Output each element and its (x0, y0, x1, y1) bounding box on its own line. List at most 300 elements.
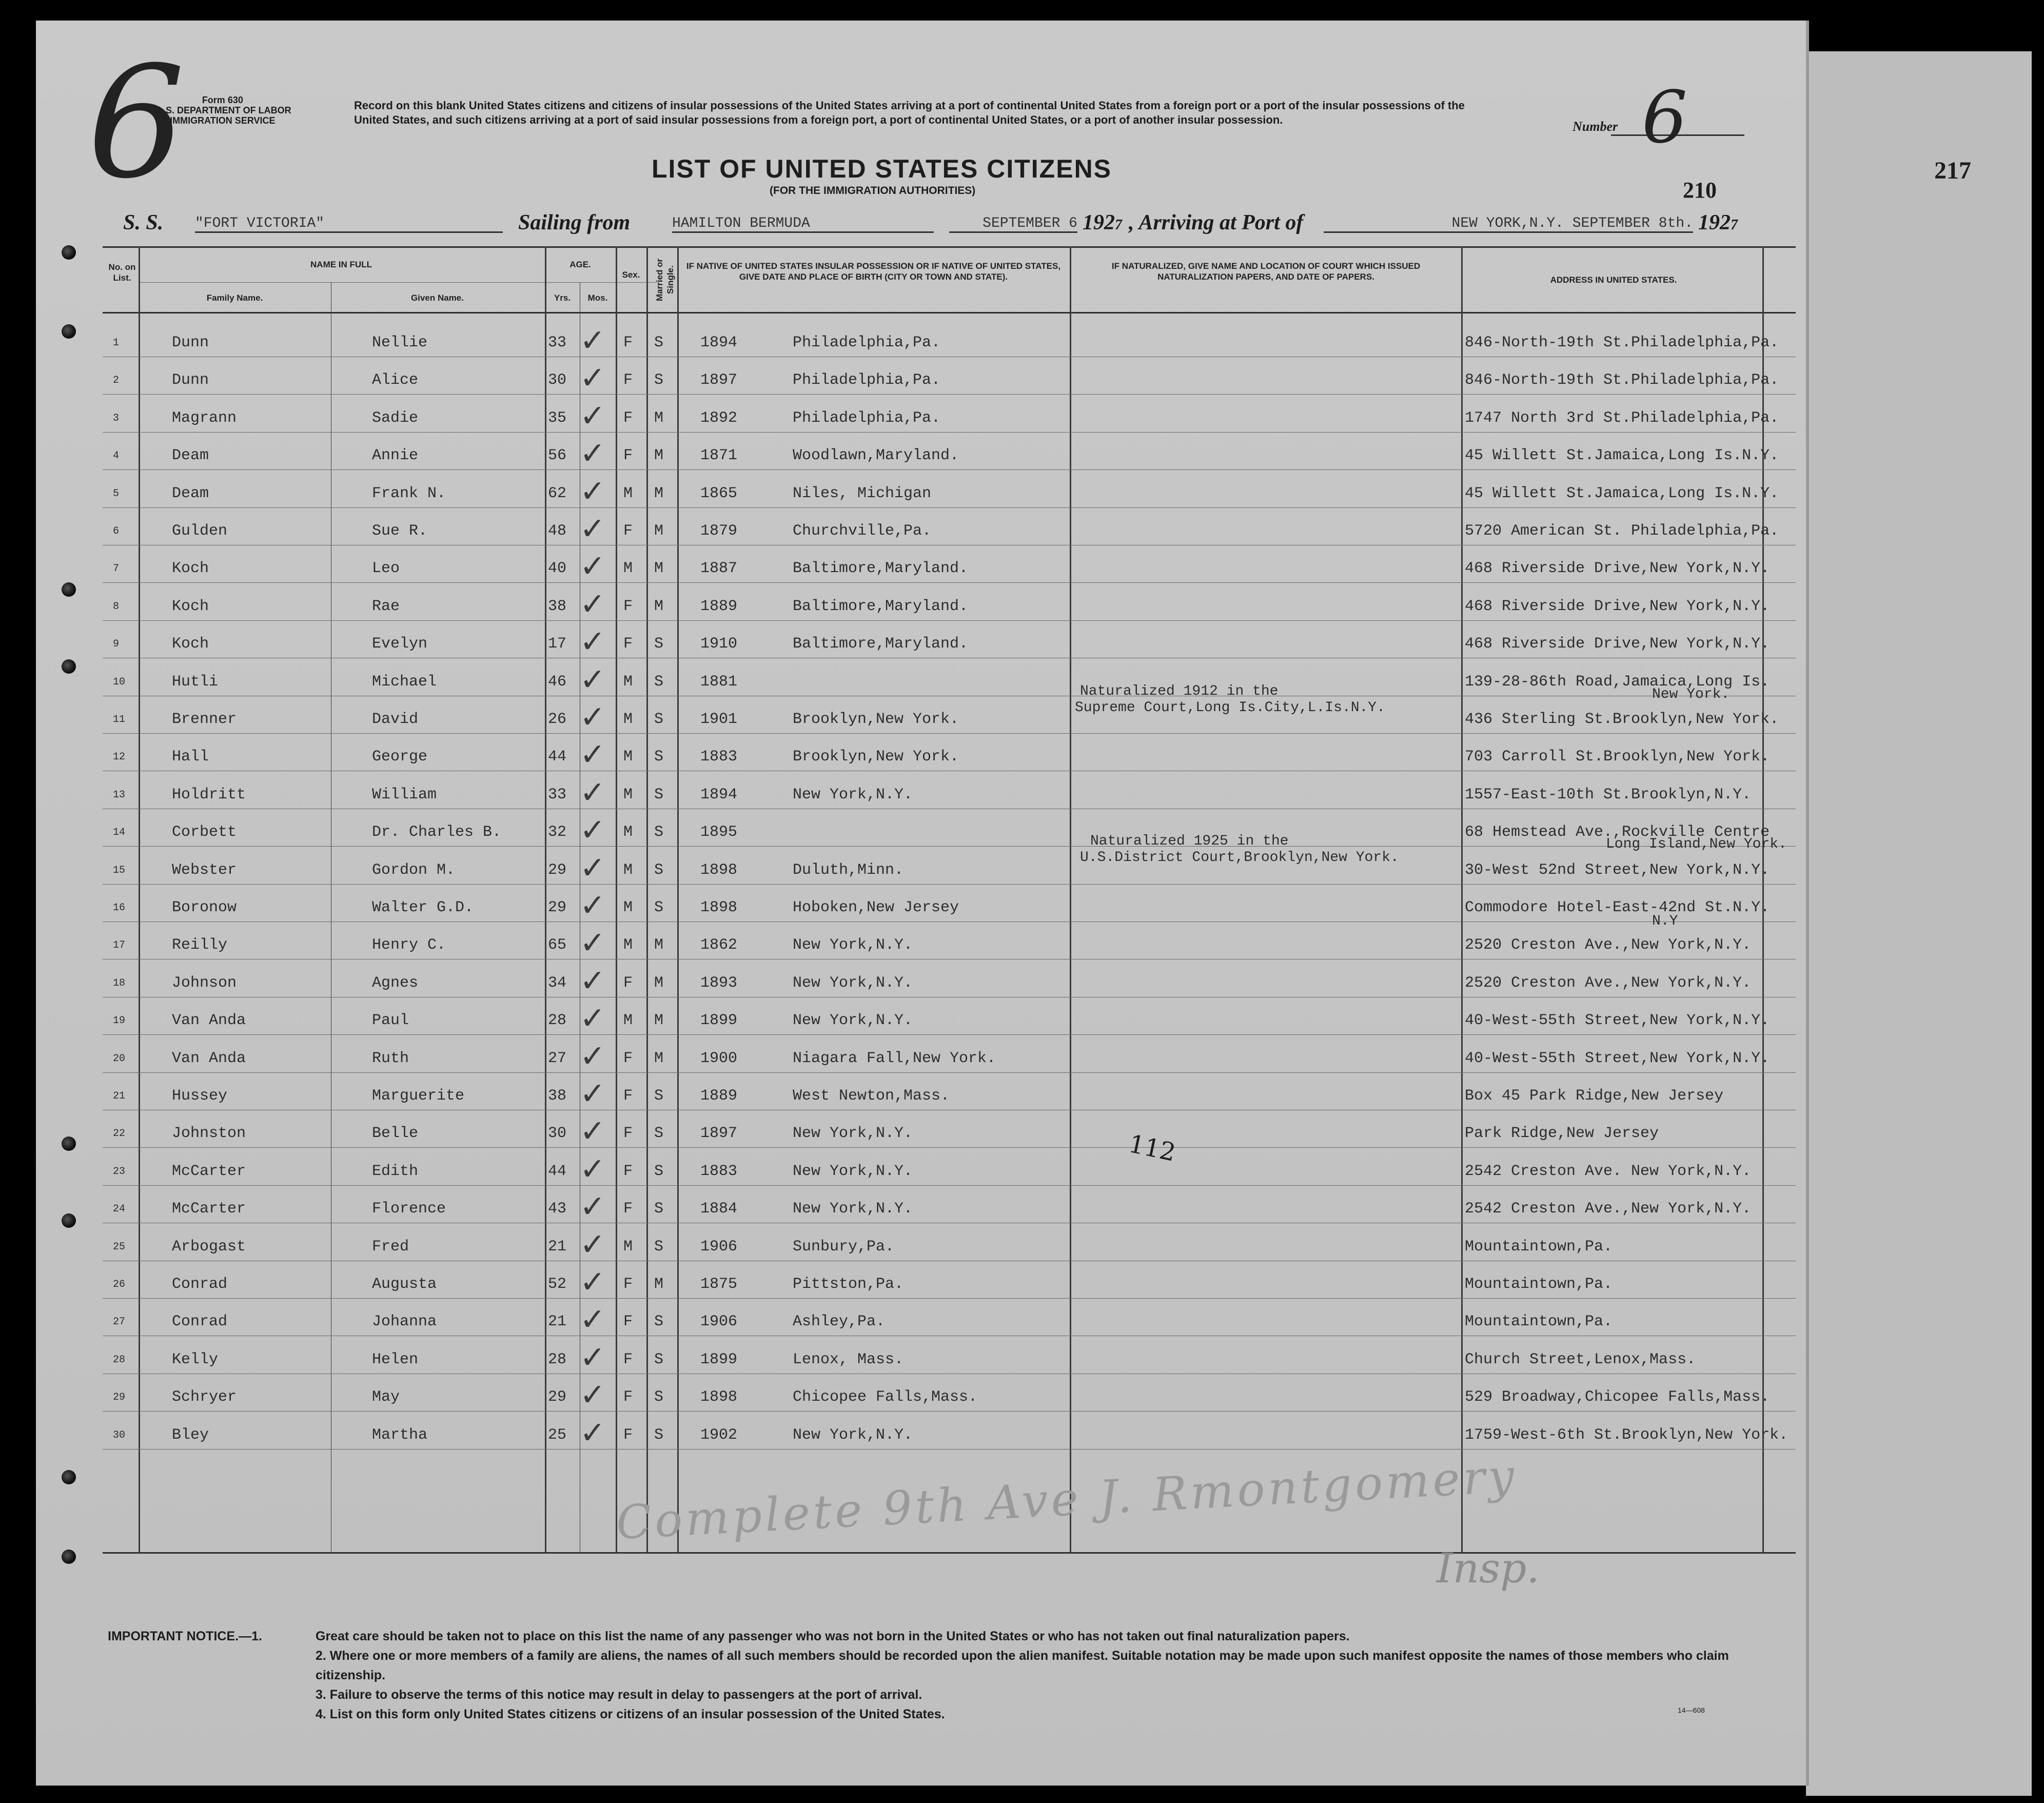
family-name: Reilly (172, 936, 228, 954)
check-mark-icon: ✓ (580, 323, 606, 359)
family-name: Dunn (172, 334, 209, 351)
row-number: 12 (113, 751, 126, 763)
check-mark-icon: ✓ (580, 398, 606, 434)
port-to: NEW YORK,N.Y. SEPTEMBER 8th. (1324, 215, 1693, 233)
handwritten-sheet-number: 6 (87, 33, 185, 212)
sex: F (623, 1200, 633, 1218)
age-years: 40 (548, 560, 567, 578)
given-name: Walter G.D. (372, 899, 474, 916)
given-name: Agnes (372, 974, 419, 992)
table-row (103, 1036, 1796, 1074)
address: 2520 Creston Ave.,New York,N.Y. (1465, 974, 1752, 992)
sex: F (623, 1276, 633, 1293)
row-number: 7 (113, 563, 120, 575)
table-row (103, 546, 1796, 584)
address: Park Ridge,New Jersey (1465, 1125, 1659, 1143)
birth-place: Sunbury,Pa. (793, 1238, 895, 1256)
birth-year: 1883 (700, 748, 738, 766)
sex: F (623, 1049, 633, 1067)
given-name: Gordon M. (372, 861, 456, 879)
given-name: Paul (372, 1012, 409, 1030)
row-number: 29 (113, 1392, 126, 1404)
row-number: 28 (113, 1354, 126, 1366)
check-mark-icon: ✓ (580, 1339, 606, 1376)
passenger-table (103, 246, 1796, 1552)
notice-item-3: 3. Failure to observe the terms of this notice may result in delay to passengers at the port of arrival. (316, 1688, 922, 1702)
birth-place: Woodlawn,Maryland. (793, 447, 959, 465)
address: Mountaintown,Pa. (1465, 1276, 1613, 1293)
table-row (103, 848, 1796, 886)
marital-status: S (654, 824, 664, 841)
row-rule (103, 394, 1796, 395)
header-age: AGE. (569, 260, 591, 269)
birth-year: 1897 (700, 371, 738, 389)
address: 1557-East-10th St.Brooklyn,N.Y. (1465, 786, 1752, 803)
address-extra-row10: New York. (1652, 687, 1730, 702)
sex: M (623, 484, 633, 502)
form-code: 14—608 (1678, 1706, 1705, 1714)
birth-place: Niagara Fall,New York. (793, 1049, 996, 1067)
row-number: 22 (113, 1128, 126, 1140)
birth-place: Baltimore,Maryland. (793, 560, 969, 578)
sex: F (623, 1162, 633, 1180)
age-years: 52 (548, 1276, 567, 1293)
address: 139-28-86th Road,Jamaica,Long Is. (1465, 673, 1770, 691)
table-row (103, 773, 1796, 811)
birth-place: New York,N.Y. (793, 1162, 913, 1180)
family-name: Bley (172, 1426, 209, 1444)
given-name: Belle (372, 1125, 419, 1143)
birth-year: 1893 (700, 974, 738, 992)
punch-hole (62, 245, 76, 260)
ss-label: S. S. (123, 211, 164, 234)
address: 1759-West-6th St.Brooklyn,New York. (1465, 1426, 1789, 1444)
arr-year-suffix: 7 (1731, 217, 1738, 233)
arriving-label: , Arriving at Port of (1129, 211, 1304, 234)
family-name: Holdritt (172, 786, 246, 803)
age-years: 38 (548, 1087, 567, 1105)
marital-status: S (654, 899, 664, 916)
marital-status: M (654, 936, 664, 954)
birth-place: Ashley,Pa. (793, 1313, 886, 1331)
age-years: 29 (548, 861, 567, 879)
family-name: Brenner (172, 711, 237, 728)
birth-place: Churchville,Pa. (793, 522, 932, 540)
row-rule (103, 1072, 1796, 1073)
marital-status: S (654, 1238, 664, 1256)
marital-status: S (654, 1313, 664, 1331)
sex: M (623, 786, 633, 803)
age-years: 43 (548, 1200, 567, 1218)
row-number: 20 (113, 1052, 126, 1065)
birth-place: Brooklyn,New York. (793, 711, 959, 728)
birth-year: 1894 (700, 334, 738, 351)
birth-year: 1884 (700, 1200, 738, 1218)
check-mark-icon: ✓ (580, 511, 606, 547)
birth-year: 1902 (700, 1426, 738, 1444)
family-name: Hutli (172, 673, 219, 691)
check-mark-icon: ✓ (580, 774, 606, 811)
table-row (103, 472, 1796, 509)
family-name: McCarter (172, 1200, 246, 1218)
row-rule (103, 620, 1796, 621)
sailing-label: Sailing from (518, 211, 631, 234)
marital-status: S (654, 1087, 664, 1105)
stamped-number: 112 (1126, 1129, 1178, 1167)
birth-year: 1881 (700, 673, 738, 691)
birth-place: Philadelphia,Pa. (793, 371, 941, 389)
family-name: Johnston (172, 1125, 246, 1143)
birth-year: 1894 (700, 786, 738, 803)
row-number: 19 (113, 1015, 126, 1027)
given-name: Annie (372, 447, 419, 465)
birth-place: Philadelphia,Pa. (793, 334, 941, 351)
check-mark-icon: ✓ (580, 963, 606, 999)
row-number: 1 (113, 337, 120, 349)
address: 2542 Creston Ave. New York,N.Y. (1465, 1162, 1752, 1180)
age-years: 38 (548, 597, 567, 615)
birth-place: Lenox, Mass. (793, 1350, 904, 1368)
sex: F (623, 334, 633, 351)
table-row (103, 886, 1796, 924)
family-name: Hussey (172, 1087, 228, 1105)
birth-year: 1897 (700, 1125, 738, 1143)
row-rule (103, 846, 1796, 847)
address: 30-West 52nd Street,New York,N.Y. (1465, 861, 1770, 879)
birth-place: New York,N.Y. (793, 936, 913, 954)
check-mark-icon: ✓ (580, 436, 606, 472)
age-years: 29 (548, 1388, 567, 1406)
table-row (103, 1262, 1796, 1300)
birth-place: Duluth,Minn. (793, 861, 904, 879)
age-years: 17 (548, 635, 567, 653)
birth-place: New York,N.Y. (793, 786, 913, 803)
marital-status: S (654, 711, 664, 728)
inspector-title: Insp. (1437, 1544, 1540, 1592)
table-row (103, 509, 1796, 547)
given-name: Ruth (372, 1049, 409, 1067)
table-row (103, 622, 1796, 660)
marital-status: M (654, 409, 664, 427)
punch-hole (62, 1213, 76, 1228)
given-name: Florence (372, 1200, 446, 1218)
given-name: Alice (372, 371, 419, 389)
given-name: Sadie (372, 409, 419, 427)
family-name: Dunn (172, 371, 209, 389)
birth-year: 1910 (700, 635, 738, 653)
address: Church Street,Lenox,Mass. (1465, 1350, 1696, 1368)
marital-status: M (654, 1276, 664, 1293)
address: 436 Sterling St.Brooklyn,New York. (1465, 711, 1779, 728)
family-name: Koch (172, 560, 209, 578)
notice-lead: IMPORTANT NOTICE.—1. (108, 1629, 262, 1643)
given-name: Marguerite (372, 1087, 465, 1105)
row-rule (103, 507, 1796, 508)
family-name: Hall (172, 748, 209, 766)
sex: F (623, 1313, 633, 1331)
given-name: Frank N. (372, 484, 446, 502)
marital-status: M (654, 1012, 664, 1030)
check-mark-icon: ✓ (580, 1001, 606, 1037)
family-name: Van Anda (172, 1012, 246, 1030)
check-mark-icon: ✓ (580, 737, 606, 773)
sex: M (623, 748, 633, 766)
table-row (103, 961, 1796, 999)
row-number: 10 (113, 676, 126, 688)
naturalization-note-row10-line1: Naturalized 1912 in the (1080, 683, 1279, 699)
age-years: 32 (548, 824, 567, 841)
header-mos: Mos. (587, 293, 608, 303)
punch-hole (62, 582, 76, 597)
birth-year: 1901 (700, 711, 738, 728)
age-years: 65 (548, 936, 567, 954)
sex: F (623, 1388, 633, 1406)
check-mark-icon: ✓ (580, 1226, 606, 1263)
row-number: 4 (113, 450, 120, 462)
sex: F (623, 974, 633, 992)
birth-place: New York,N.Y. (793, 1125, 913, 1143)
page-title: LIST OF UNITED STATES CITIZENS (652, 154, 1112, 183)
birth-year: 1865 (700, 484, 738, 502)
address: Mountaintown,Pa. (1465, 1313, 1613, 1331)
sex: M (623, 711, 633, 728)
sex: F (623, 1087, 633, 1105)
row-rule (103, 1034, 1796, 1035)
table-row (103, 1187, 1796, 1225)
birth-year: 1898 (700, 899, 738, 916)
check-mark-icon: ✓ (580, 888, 606, 924)
address: 40-West-55th Street,New York,N.Y. (1465, 1012, 1770, 1030)
address: 2520 Creston Ave.,New York,N.Y. (1465, 936, 1752, 954)
marital-status: M (654, 974, 664, 992)
table-bottom-line (103, 1552, 1796, 1554)
birth-place: New York,N.Y. (793, 974, 913, 992)
marital-status: S (654, 1388, 664, 1406)
birth-place: Brooklyn,New York. (793, 748, 959, 766)
table-row (103, 1111, 1796, 1149)
given-name: Henry C. (372, 936, 446, 954)
table-row (103, 1074, 1796, 1112)
age-years: 25 (548, 1426, 567, 1444)
birth-year: 1879 (700, 522, 738, 540)
row-rule (103, 469, 1796, 470)
sex: F (623, 371, 633, 389)
birth-year: 1887 (700, 560, 738, 578)
row-number: 21 (113, 1090, 126, 1102)
age-years: 33 (548, 334, 567, 351)
marital-status: M (654, 560, 664, 578)
table-row (103, 321, 1796, 359)
row-number: 3 (113, 412, 120, 424)
address: 45 Willett St.Jamaica,Long Is.N.Y. (1465, 447, 1779, 465)
given-name: Edith (372, 1162, 419, 1180)
instruction-note: Record on this blank United States citizens and citizens of insular possessions of the United States arriving at a port of continental United States from a foreign port or a port of the insular possessions of the United States, and such citizens arriving at a port of said insular possessions from a foreign port, a port of continental United States, or a port of another insular possession. (354, 99, 1465, 126)
family-name: Schryer (172, 1388, 237, 1406)
table-row (103, 396, 1796, 434)
given-name: Augusta (372, 1276, 437, 1293)
row-number: 17 (113, 939, 126, 952)
sex: M (623, 673, 633, 691)
age-years: 26 (548, 711, 567, 728)
given-name: Evelyn (372, 635, 428, 653)
port-from: HAMILTON BERMUDA (672, 215, 934, 233)
row-number: 16 (113, 902, 126, 914)
sail-year-suffix: 7 (1115, 217, 1122, 233)
naturalization-note-row10-line2: Supreme Court,Long Is.City,L.Is.N.Y. (1075, 700, 1385, 716)
check-mark-icon: ✓ (580, 624, 606, 660)
number-label: Number (1573, 119, 1618, 134)
header-naturalized: IF NATURALIZED, GIVE NAME AND LOCATION OF COURT WHICH ISSUED NATURALIZATION PAPERS, AND DATE OF PAPERS. (1111, 261, 1421, 282)
table-row (103, 998, 1796, 1036)
age-years: 44 (548, 1162, 567, 1180)
family-name: McCarter (172, 1162, 246, 1180)
given-name: Michael (372, 673, 437, 691)
address: 468 Riverside Drive,New York,N.Y. (1465, 560, 1770, 578)
check-mark-icon: ✓ (580, 1377, 606, 1414)
age-years: 48 (548, 522, 567, 540)
birth-year: 1906 (700, 1313, 738, 1331)
check-mark-icon: ✓ (580, 1076, 606, 1112)
punch-hole (62, 659, 76, 674)
address-extra-row16: N.Y (1652, 913, 1678, 929)
row-number: 11 (113, 714, 126, 726)
age-years: 21 (548, 1313, 567, 1331)
row-number: 26 (113, 1279, 126, 1290)
birth-year: 1871 (700, 447, 738, 465)
table-row (103, 584, 1796, 622)
check-mark-icon: ✓ (580, 360, 606, 397)
birth-place: Baltimore,Maryland. (793, 635, 969, 653)
given-name: Fred (372, 1238, 409, 1256)
marital-status: M (654, 597, 664, 615)
birth-year: 1889 (700, 1087, 738, 1105)
inspector-signature: Complete 9th Ave J. Rmontgomery (615, 1449, 1519, 1550)
row-number: 9 (113, 638, 120, 651)
address: 68 Hemstead Ave.,Rockville Centre (1465, 824, 1770, 841)
given-name: Martha (372, 1426, 428, 1444)
table-row (103, 1300, 1796, 1338)
age-years: 44 (548, 748, 567, 766)
table-row (103, 1413, 1796, 1451)
check-mark-icon: ✓ (580, 812, 606, 849)
birth-year: 1875 (700, 1276, 738, 1293)
marital-status: S (654, 1350, 664, 1368)
row-rule (103, 1185, 1796, 1186)
given-name: William (372, 786, 437, 803)
row-number: 5 (113, 487, 120, 500)
row-number: 14 (113, 827, 126, 839)
subheader-line (139, 282, 657, 283)
marital-status: S (654, 861, 664, 879)
marital-status: S (654, 673, 664, 691)
birth-year: 1892 (700, 409, 738, 427)
table-row (103, 810, 1796, 848)
table-row (103, 434, 1796, 472)
birth-place: Chicopee Falls,Mass. (793, 1388, 978, 1406)
age-years: 27 (548, 1049, 567, 1067)
row-rule (103, 1411, 1796, 1412)
ship-name: "FORT VICTORIA" (195, 215, 503, 233)
family-name: Deam (172, 447, 209, 465)
family-name: Conrad (172, 1313, 228, 1331)
header-given-name: Given Name. (411, 293, 464, 303)
birth-year: 1883 (700, 1162, 738, 1180)
table-row (103, 1149, 1796, 1187)
family-name: Van Anda (172, 1049, 246, 1067)
row-number: 6 (113, 525, 120, 537)
given-name: May (372, 1388, 400, 1406)
back-page (1806, 51, 2032, 1796)
family-name: Webster (172, 861, 237, 879)
sex: F (623, 597, 633, 615)
row-number: 8 (113, 600, 120, 613)
age-years: 28 (548, 1350, 567, 1368)
row-rule (103, 1147, 1796, 1148)
header-name-in-full: NAME IN FULL (310, 260, 372, 269)
marital-status: M (654, 1049, 664, 1067)
header-sex: Sex. (622, 270, 640, 280)
department: U. S. DEPARTMENT OF LABOR (154, 105, 291, 115)
marital-status: S (654, 1162, 664, 1180)
sex: M (623, 560, 633, 578)
marital-status: M (654, 447, 664, 465)
age-years: 34 (548, 974, 567, 992)
marital-status: M (654, 522, 664, 540)
check-mark-icon: ✓ (580, 1415, 606, 1451)
family-name: Corbett (172, 824, 237, 841)
notice-item-1: Great care should be taken not to place on this list the name of any passenger who was not born in the United States or who has not taken out final naturalization papers. (316, 1629, 1350, 1643)
age-years: 56 (548, 447, 567, 465)
check-mark-icon: ✓ (580, 850, 606, 886)
notice-item-2: 2. Where one or more members of a family are aliens, the names of all such members should be recorded upon the alien manifest. Suitable notation may be made upon such manifest opposite the names of those members who claim citizenship. (316, 1649, 1729, 1682)
header-married-single: Married or Single. (655, 258, 675, 301)
marital-status: S (654, 1426, 664, 1444)
row-number: 15 (113, 864, 126, 876)
sex: M (623, 1012, 633, 1030)
arr-year (1698, 210, 1738, 235)
given-name: Helen (372, 1350, 419, 1368)
sex: M (623, 899, 633, 916)
header-family-name: Family Name. (206, 293, 263, 303)
marital-status: S (654, 334, 664, 351)
sail-year (1083, 210, 1122, 235)
birth-place: Niles, Michigan (793, 484, 932, 502)
header-yrs: Yrs. (554, 293, 571, 303)
service: IMMIGRATION SERVICE (170, 115, 276, 126)
naturalization-note-row14-line2: U.S.District Court,Brooklyn,New York. (1080, 850, 1399, 866)
address: 1747 North 3rd St.Philadelphia,Pa. (1465, 409, 1779, 427)
given-name: Rae (372, 597, 400, 615)
address-extra-row14: Long Island,New York. (1606, 836, 1787, 852)
arr-year-prefix: 192 (1698, 211, 1731, 234)
header-birth: IF NATIVE OF UNITED STATES INSULAR POSSESSION OR IF NATIVE OF UNITED STATES, GIVE DATE AND PLACE OF BIRTH (CITY OR TOWN AND STATE). (686, 261, 1061, 282)
header-address: ADDRESS IN UNITED STATES. (1550, 275, 1677, 285)
row-number: 18 (113, 977, 126, 989)
sex: M (623, 824, 633, 841)
birth-place: New York,N.Y. (793, 1012, 913, 1030)
sex: F (623, 447, 633, 465)
sex: F (623, 635, 633, 653)
address: 5720 American St. Philadelphia,Pa. (1465, 522, 1779, 540)
header-no: No. on List. (108, 262, 136, 283)
age-years: 46 (548, 673, 567, 691)
family-name: Deam (172, 484, 209, 502)
header-bottom-line (103, 312, 1796, 313)
sex: F (623, 522, 633, 540)
marital-status: S (654, 1125, 664, 1143)
family-name: Kelly (172, 1350, 219, 1368)
family-name: Conrad (172, 1276, 228, 1293)
